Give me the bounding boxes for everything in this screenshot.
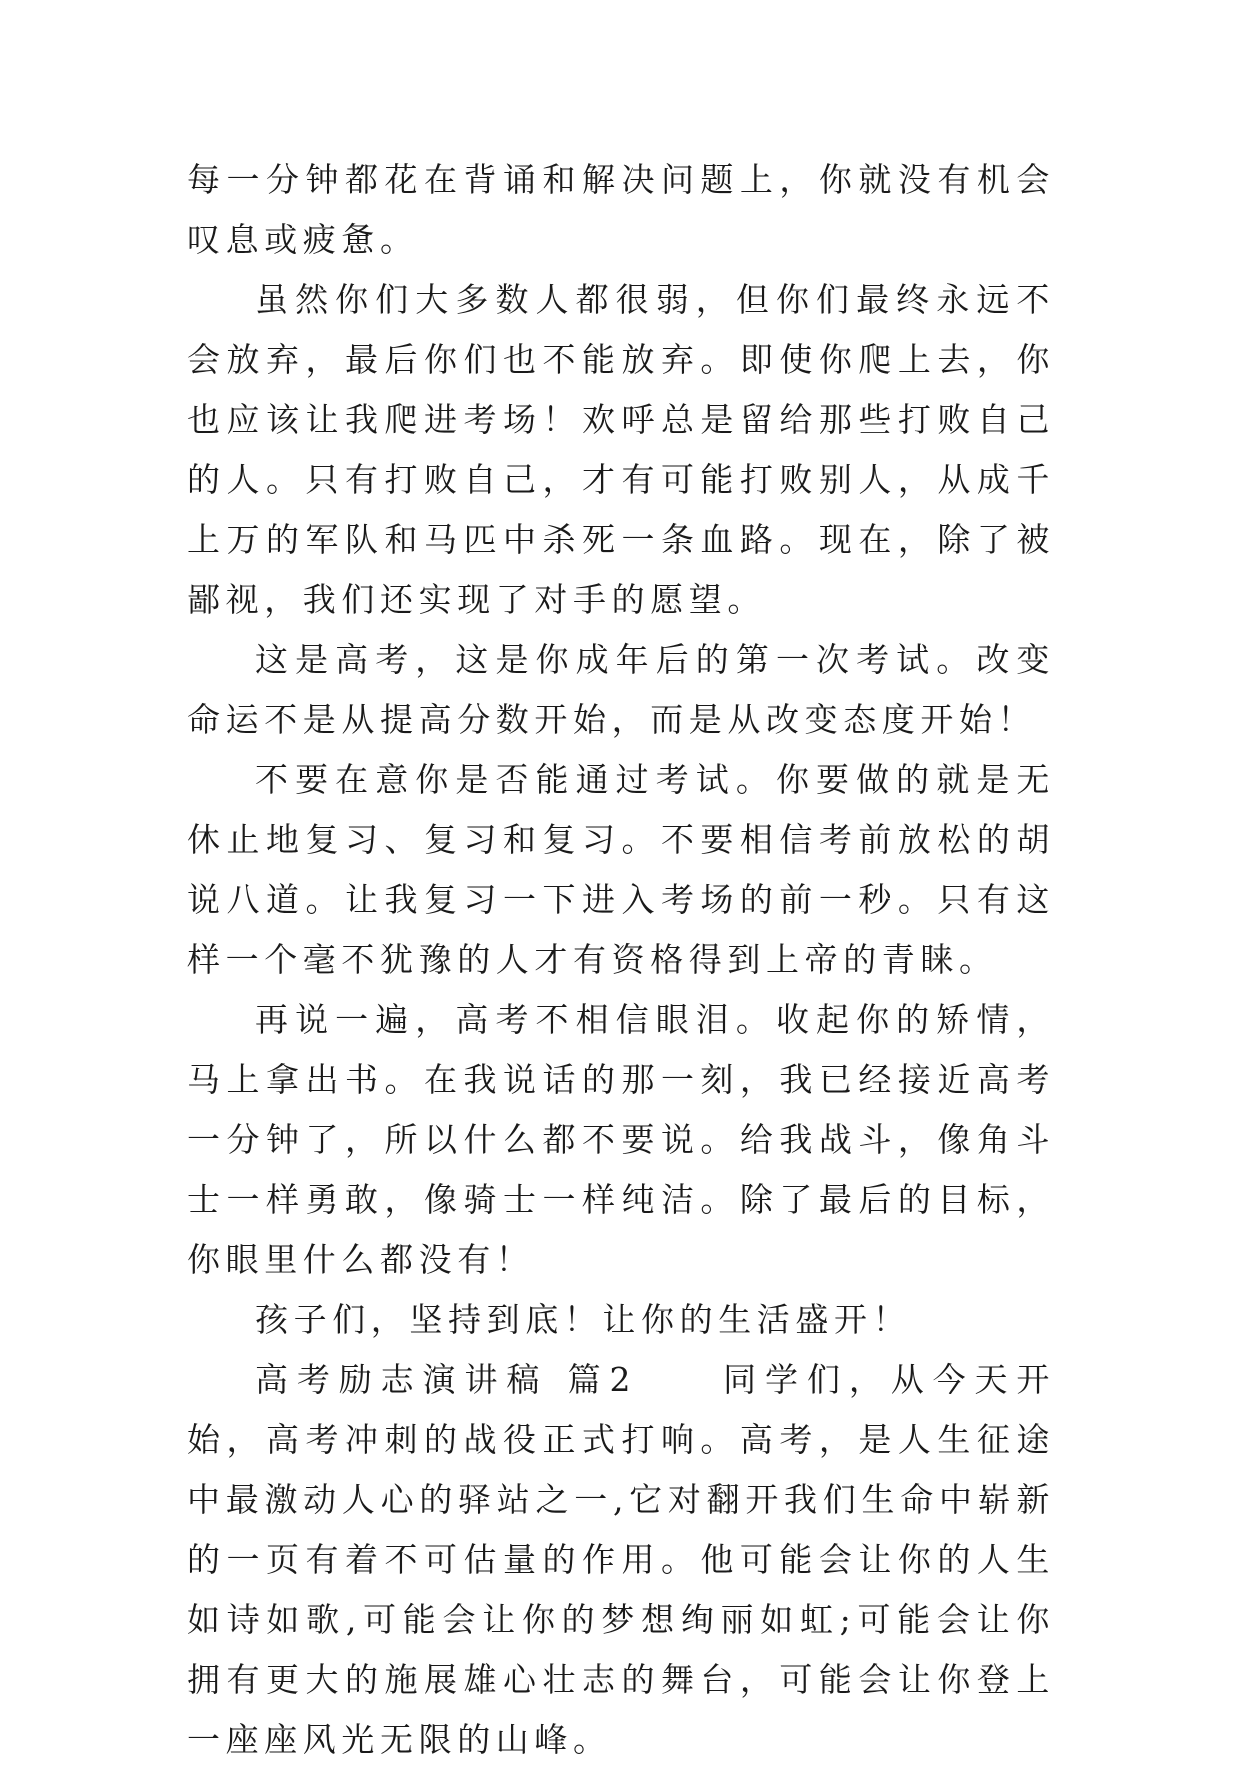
document-body <box>187 150 1055 1770</box>
paragraph-3: 这是高考，这是你成年后的第一次考试。改变命运不是从提高分数开始，而是从改变态度开始！ <box>187 640 1055 739</box>
paragraph-1: 每一分钟都花在背诵和解决问题上，你就没有机会叹息或疲惫。 <box>187 160 1055 259</box>
paragraph-4: 不要在意你是否能通过考试。你要做的就是无休止地复习、复习和复习。不要相信考前放松的胡说八道。让我复习一下进入考场的前一秒。只有这样一个毫不犹豫的人才有资格得到上帝的青睐。 <box>187 760 1055 979</box>
paragraph-6: 孩子们，坚持到底！让你的生活盛开！ <box>255 1300 912 1339</box>
paragraph-7: 高考励志演讲稿 篇2 同学们，从今天开始，高考冲刺的战役正式打响。高考，是人生征途中最激动人心的驿站之一,它对翻开我们生命中崭新的一页有着不可估量的作用。他可能会让你的人生如诗如歌,可能会让你的梦想绚丽如虹;可能会让你拥有更大的施展雄心壮志的舞台，可能会让你登上一座座风光无限的山峰。 <box>187 1360 1055 1759</box>
paragraph-2: 虽然你们大多数人都很弱，但你们最终永远不会放弃，最后你们也不能放弃。即使你爬上去，你也应该让我爬进考场！欢呼总是留给那些打败自己的人。只有打败自己，才有可能打败别人，从成千上万的军队和马匹中杀死一条血路。现在，除了被鄙视，我们还实现了对手的愿望。 <box>187 280 1055 619</box>
paragraph-5: 再说一遍，高考不相信眼泪。收起你的矫情，马上拿出书。在我说话的那一刻，我已经接近高考一分钟了，所以什么都不要说。给我战斗，像角斗士一样勇敢，像骑士一样纯洁。除了最后的目标，你眼里什么都没有！ <box>187 1000 1055 1279</box>
